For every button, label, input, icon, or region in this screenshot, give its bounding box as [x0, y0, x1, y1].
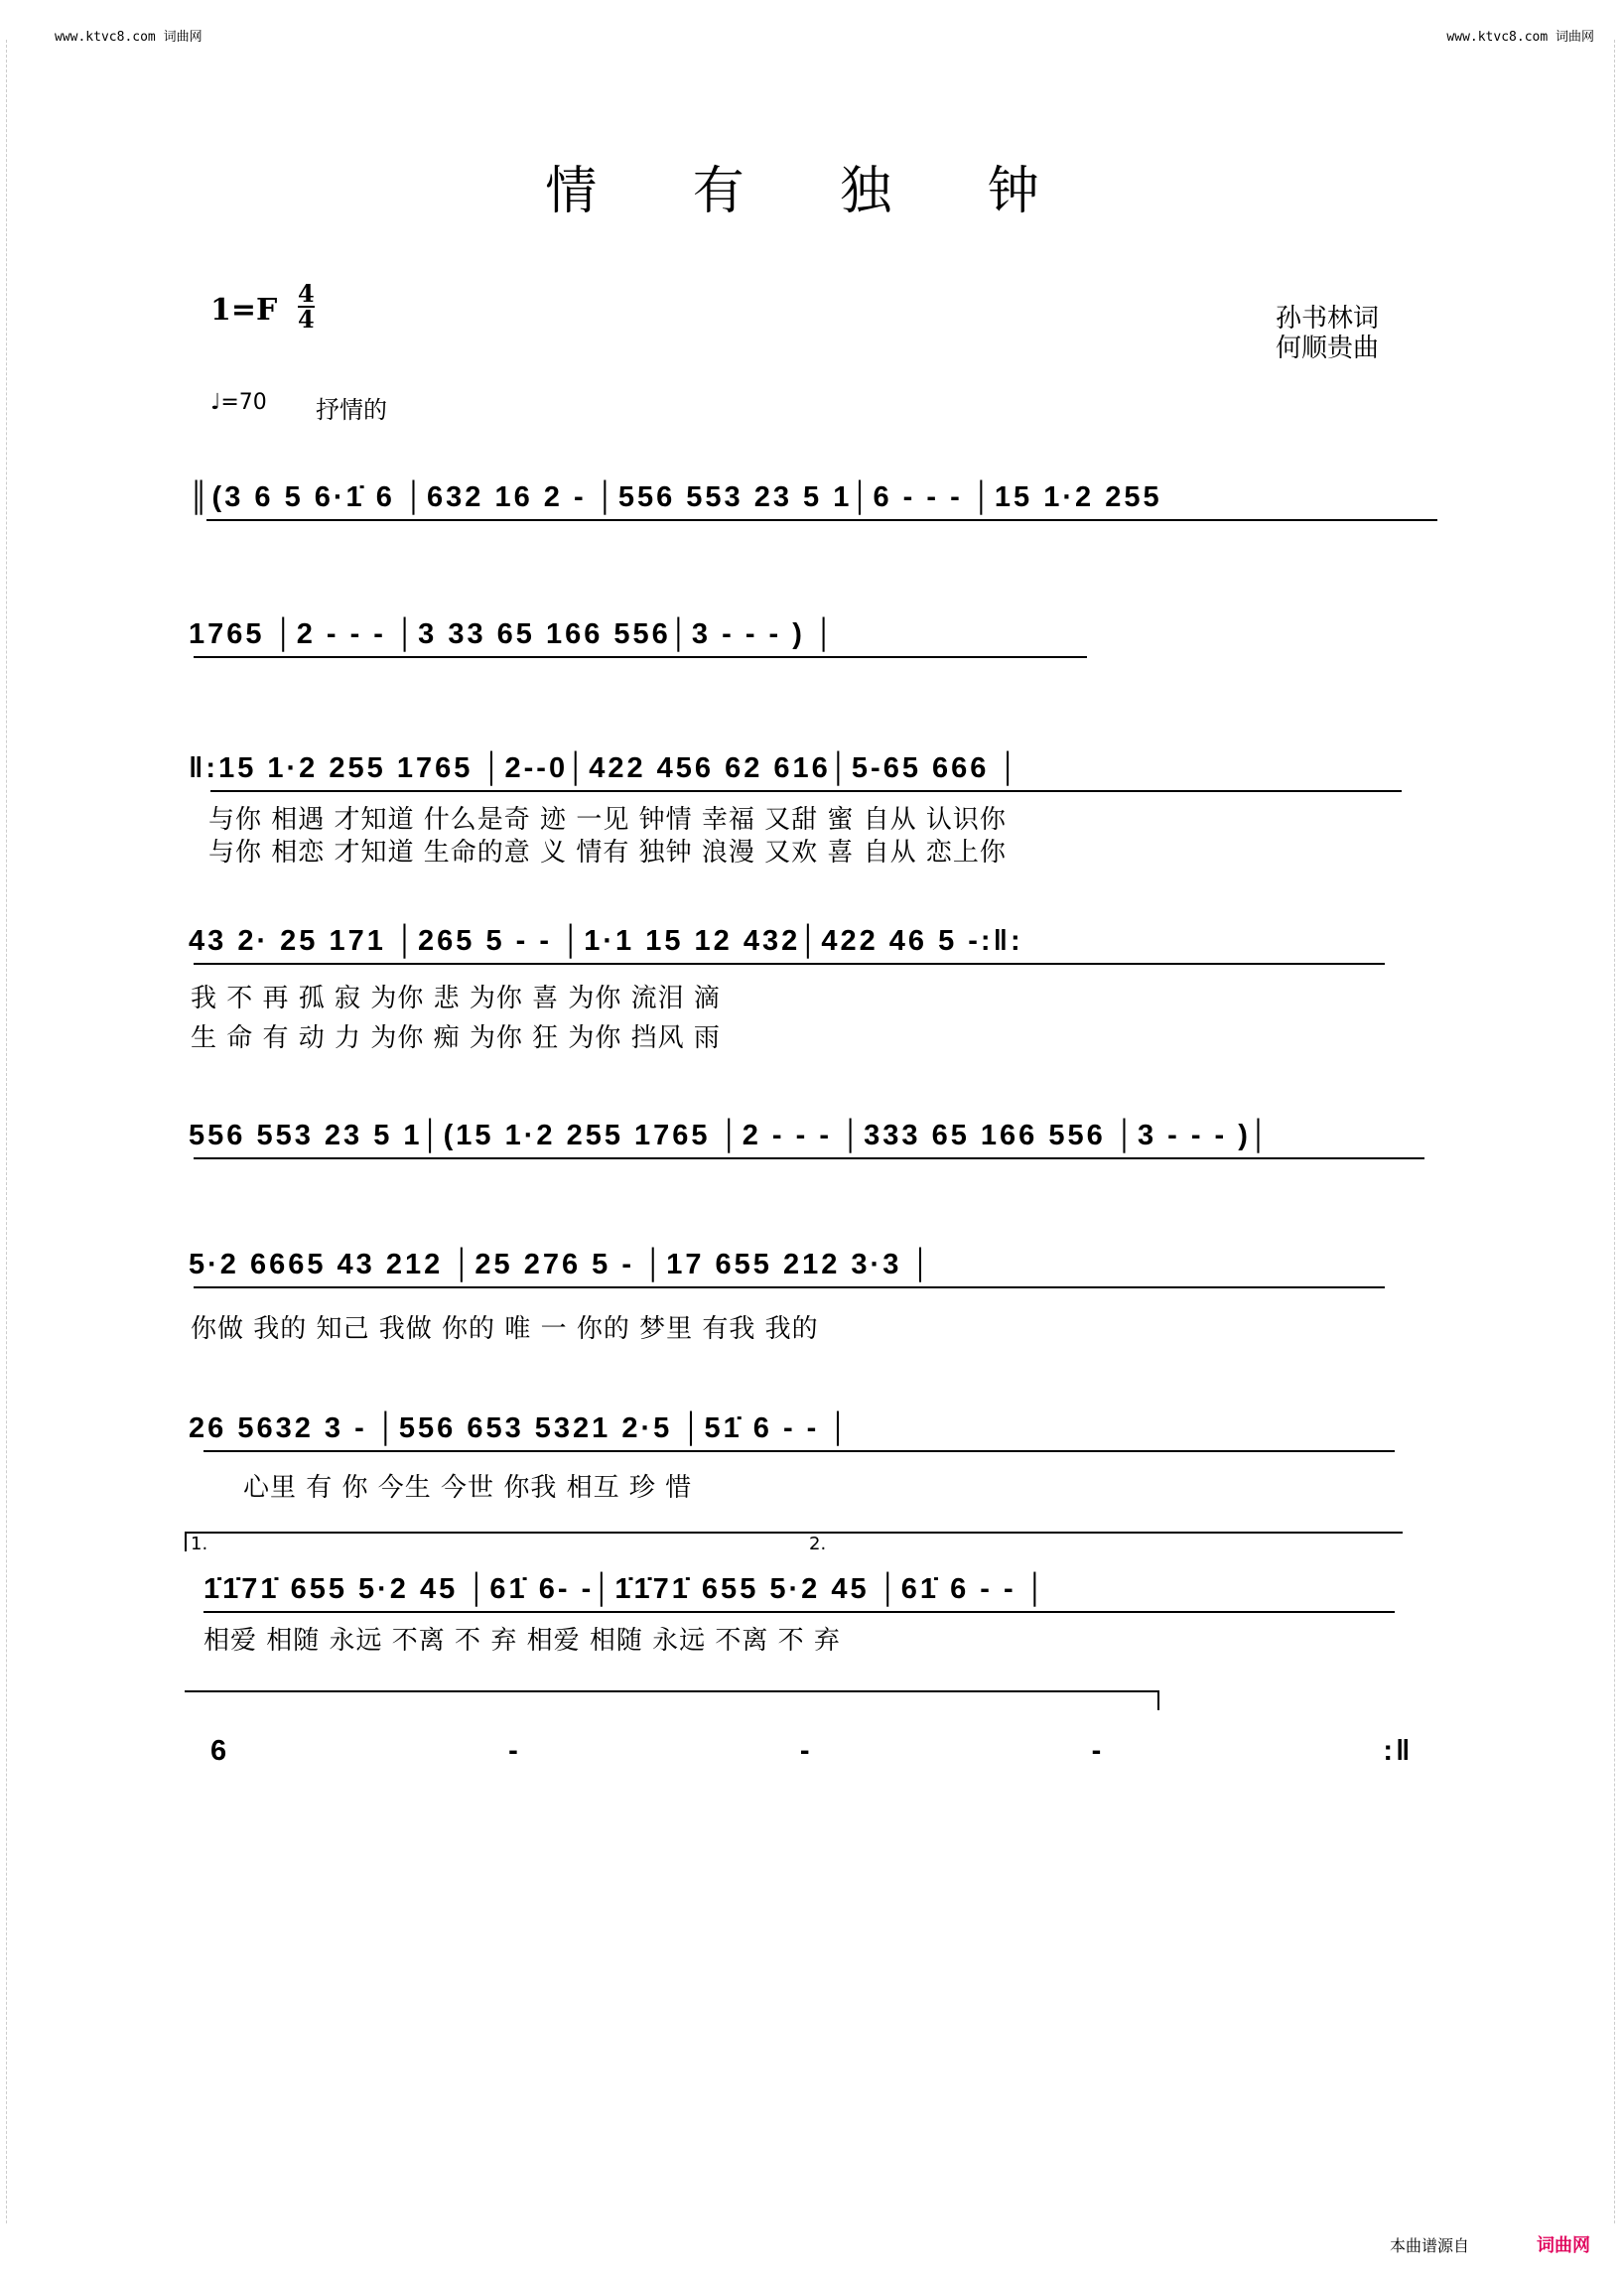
composer-credit: 何顺贵曲 — [1276, 334, 1380, 363]
score-line-8: 1̇1̇71̇ 655 5·2 45 │61̇ 6- -│1̇1̇71̇ 655 5·2 45 │61̇ 6 - - │ — [203, 1573, 1048, 1605]
site-header-left: www.ktvc8.com 词曲网 — [55, 30, 203, 45]
beam-line-2 — [194, 656, 1087, 658]
score-line-6: 5·2 6665 43 212 │25 276 5 - │17 655 212 3·3 │ — [189, 1249, 934, 1280]
score-line-9: 6 - - - :‖ — [210, 1735, 1414, 1767]
beam-line-6 — [194, 1286, 1385, 1288]
key-signature: 1=F — [210, 293, 278, 328]
footer-brand-link[interactable]: 词曲网 — [1537, 2235, 1590, 2256]
beam-line-1 — [206, 519, 1437, 521]
lyrics-line-8: 相爱 相随 永远 不离 不 弃 相爱 相随 永远 不离 不 弃 — [203, 1626, 841, 1656]
footer-source-text: 本曲谱源自 — [1390, 2236, 1470, 2255]
score-line-2: 1765 │2 - - - │3 33 65 166 556│3 - - - ) │ — [189, 618, 838, 650]
lyrics-line-7: 心里 有 你 今生 今世 你我 相互 珍 惜 — [243, 1473, 693, 1503]
beam-line-7 — [203, 1450, 1395, 1452]
lyrics-line-6: 你做 我的 知己 我做 你的 唯 一 你的 梦里 有我 我的 — [191, 1314, 819, 1344]
lyrics-line-3-verse1: 与你 相遇 才知道 什么是奇 迹 一见 钟情 幸福 又甜 蜜 自从 认识你 — [208, 805, 1007, 835]
score-line-1: ║(3 6 5 6·1̇ 6 │632 16 2 - │556 553 23 5 1│6 - - - │15 1·2 255 — [189, 481, 1162, 513]
song-title: 情 有 独 钟 — [545, 162, 1079, 221]
right-watermark-border — [1614, 40, 1615, 2223]
volta-bracket-2 — [185, 1690, 1159, 1710]
beam-line-8 — [203, 1611, 1395, 1613]
expression-marking: 抒情的 — [316, 396, 387, 424]
score-line-7: 26 5632 3 - │556 653 5321 2·5 │51̇ 6 - - │ — [189, 1412, 852, 1444]
time-signature — [298, 279, 315, 334]
beam-line-4 — [194, 963, 1385, 965]
beam-line-5 — [194, 1157, 1424, 1159]
lyricist-credit: 孙书林词 — [1276, 304, 1380, 334]
lyrics-line-4-verse1: 我 不 再 孤 寂 为你 悲 为你 喜 为你 流泪 滴 — [191, 984, 721, 1013]
time-sig-bottom: 4 — [298, 305, 315, 334]
beam-line-3 — [210, 790, 1402, 792]
site-header-right: www.ktvc8.com 词曲网 — [1446, 30, 1594, 45]
score-line-5: 556 553 23 5 1│(15 1·2 255 1765 │2 - - - │333 65 166 556 │3 - - - )│ — [189, 1120, 1273, 1151]
volta-1-label: 1. — [191, 1534, 208, 1554]
lyrics-line-3-verse2: 与你 相恋 才知道 生命的意 义 情有 独钟 浪漫 又欢 喜 自从 恋上你 — [208, 838, 1007, 868]
time-sig-top: 4 — [298, 279, 315, 308]
volta-bracket-1 — [185, 1532, 1403, 1551]
left-watermark-border — [6, 40, 7, 2223]
lyrics-line-4-verse2: 生 命 有 动 力 为你 痴 为你 狂 为你 挡风 雨 — [191, 1023, 721, 1053]
volta-2-label: 2. — [809, 1534, 827, 1554]
score-line-4: 43 2· 25 171 │265 5 - - │1·1 15 12 432│422 46 5 -:‖: — [189, 925, 1023, 957]
score-line-3: ‖:15 1·2 255 1765 │2--0│422 456 62 616│5-65 666 │ — [189, 752, 1021, 784]
tempo-marking: ♩=70 — [210, 390, 267, 415]
